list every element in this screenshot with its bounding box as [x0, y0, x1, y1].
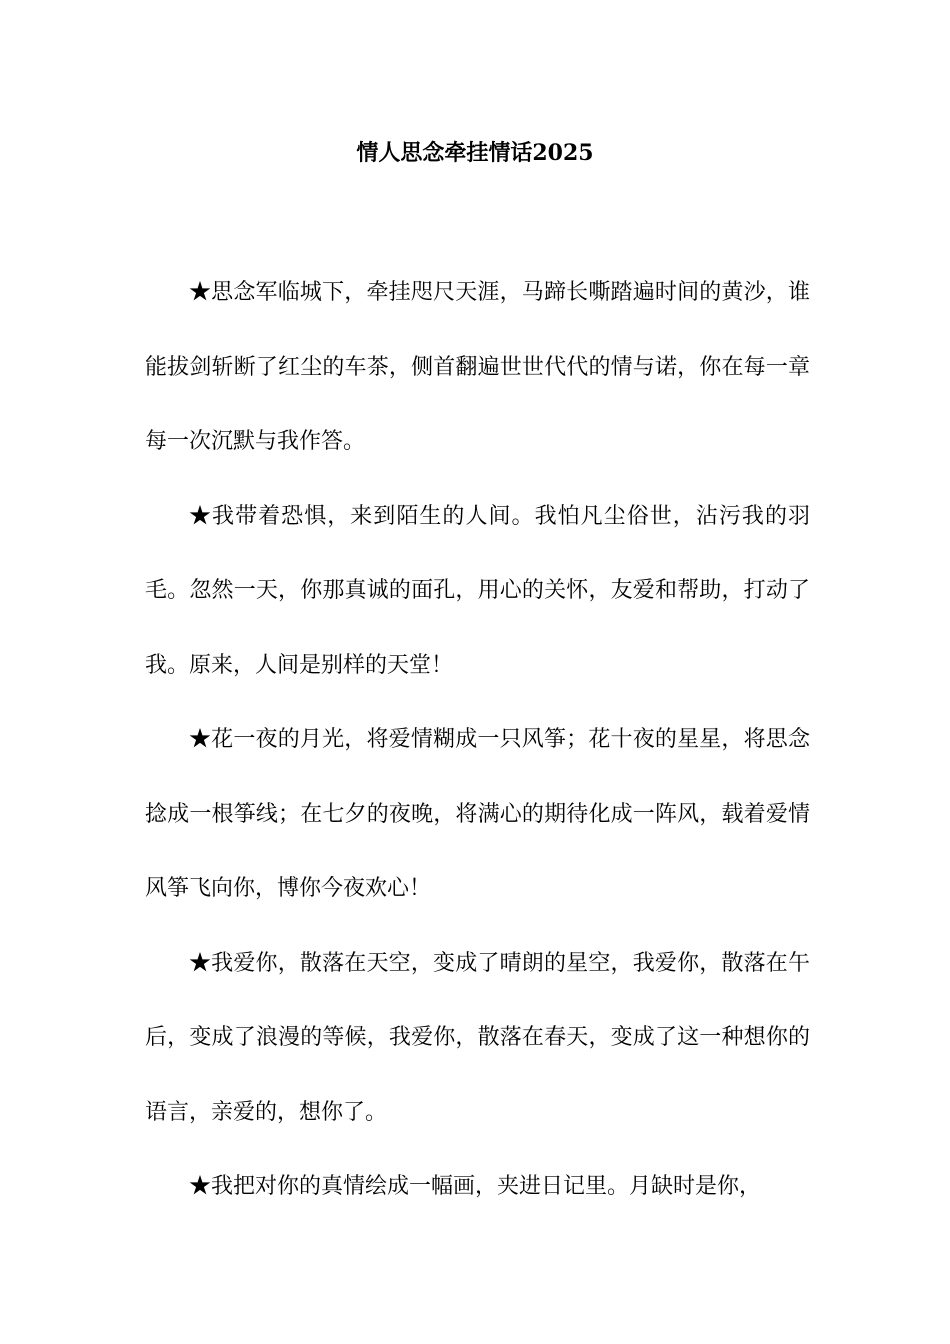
paragraph-4: ★我爱你，散落在天空，变成了晴朗的星空，我爱你，散落在午后，变成了浪漫的等候，我爱你，散落在春天，变成了这一种想你的语言，亲爱的，想你了。 [145, 950, 810, 1125]
paragraph-5: ★我把对你的真情绘成一幅画，夹进日记里。月缺时是你， [189, 1174, 762, 1199]
paragraph-3: ★花一夜的月光，将爱情糊成一只风筝；花十夜的星星，将思念捻成一根筝线；在七夕的夜晚，将满心的期待化成一阵风，载着爱情风筝飞向你，博你今夜欢心！ [145, 727, 810, 901]
paragraph-1: ★思念军临城下，牵挂咫尺天涯，马蹄长嘶踏遍时间的黄沙，谁能拔剑斩断了红尘的车茶，侧首翻遍世世代代的情与诺，你在每一章每一次沉默与我作答。 [145, 280, 810, 454]
document-body [145, 256, 810, 1225]
paragraph-2: ★我带着恐惧，来到陌生的人间。我怕凡尘俗世，沾污我的羽毛。忽然一天，你那真诚的面孔，用心的关怀，友爱和帮助，打动了我。原来，人间是别样的天堂！ [145, 503, 810, 678]
document-title: 情人思念牵挂情话2025 [356, 140, 594, 166]
